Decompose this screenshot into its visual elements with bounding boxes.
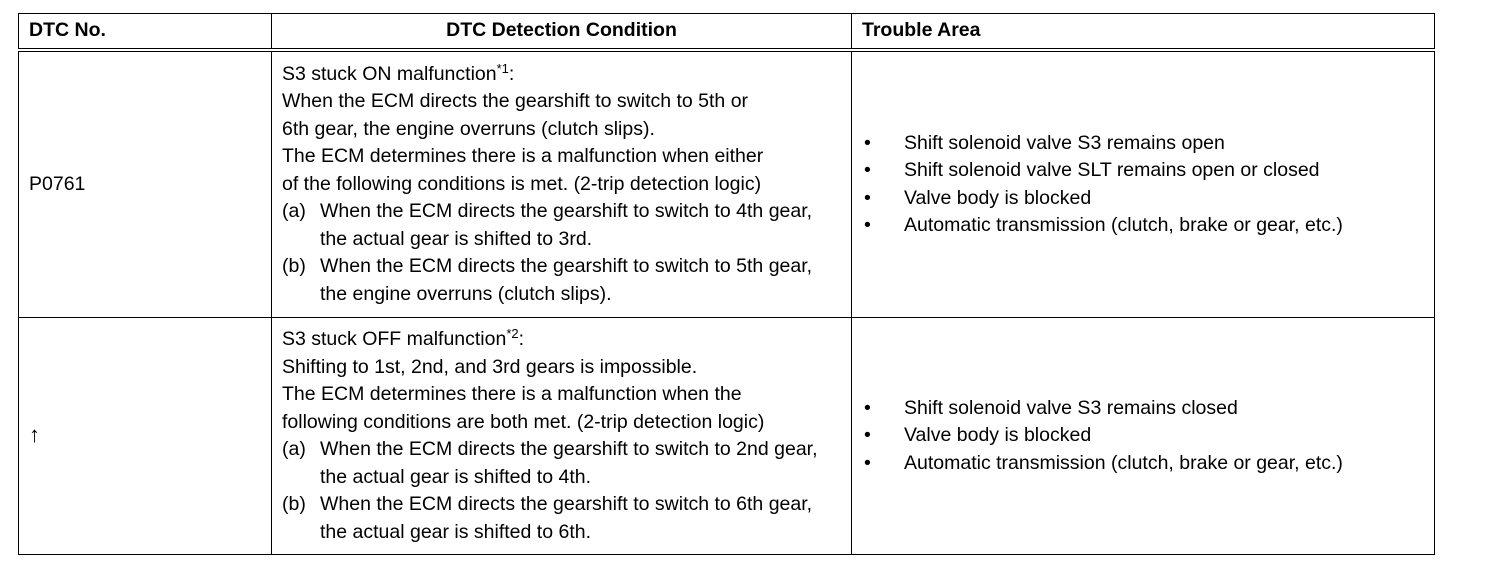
subitem-label: (a) [282, 200, 306, 223]
header-row [19, 14, 1435, 51]
list-item: • Automatic transmission (clutch, brake or gear, etc.) [862, 450, 1424, 478]
subitem-label: (a) [282, 438, 306, 460]
condition-title: S3 stuck OFF malfunction$^{*2}$: [282, 325, 525, 350]
trouble-area-list [862, 395, 1424, 478]
condition-cell [272, 318, 852, 555]
trouble-area-cell [852, 50, 1435, 318]
list-item: • Shift solenoid valve S3 remains open [862, 130, 1424, 158]
table-row [19, 318, 1435, 555]
subitem-label: (b) [282, 493, 306, 515]
subitem-text: When the ECM directs the gearshift to switch to 4th gear, the actual gear is shifted to 3rd. [320, 200, 813, 250]
bullet-icon: • [864, 396, 871, 419]
condition-line: When the ECM directs the gearshift to switch to 5th or [282, 90, 749, 113]
list-item: • Valve body is blocked [862, 185, 1424, 213]
header-detection-condition: DTC Detection Condition [272, 14, 852, 51]
condition-subitem [282, 198, 841, 253]
condition-subitem [282, 491, 841, 546]
list-item: • Shift solenoid valve S3 remains closed [862, 395, 1424, 423]
list-item: • Automatic transmission (clutch, brake or gear, etc.) [862, 212, 1424, 240]
subitem-text: When the ECM directs the gearshift to switch to 6th gear, the actual gear is shifted to 6th. [320, 493, 813, 543]
subitem-label: (b) [282, 255, 306, 278]
trouble-area-list [862, 130, 1424, 240]
up-arrow-icon: ↑ [29, 422, 40, 448]
bullet-icon: • [864, 159, 871, 181]
trouble-area-cell [852, 318, 1435, 555]
bullet-icon: • [864, 186, 871, 209]
condition-line: The ECM determines there is a malfunction when either [282, 145, 764, 168]
condition-subitem [282, 253, 841, 308]
subitem-text: When the ECM directs the gearshift to switch to 2nd gear, the actual gear is shifted to 4th. [320, 438, 818, 488]
bullet-icon: • [864, 424, 871, 447]
dtc-code-cell [19, 318, 272, 555]
dtc-table [18, 13, 1435, 555]
condition-title: S3 stuck ON malfunction$^{*1}$: [282, 60, 515, 85]
header-dtc-no: DTC No. [19, 14, 272, 51]
condition-line: of the following conditions is met. (2-trip detection logic) [282, 172, 762, 195]
condition-line: following conditions are both met. (2-trip detection logic) [282, 410, 765, 433]
bullet-icon: • [864, 214, 871, 236]
table-row [19, 50, 1435, 318]
header-trouble-area: Trouble Area [852, 14, 1435, 51]
list-item: • Shift solenoid valve SLT remains open or closed [862, 157, 1424, 185]
subitem-text: When the ECM directs the gearshift to switch to 5th gear, the engine overruns (clutch slips). [320, 255, 813, 305]
condition-cell [272, 50, 852, 318]
condition-line: The ECM determines there is a malfunction when the [282, 383, 742, 405]
dtc-code: P0761 [29, 172, 86, 195]
bullet-icon: • [864, 131, 871, 154]
condition-subitem [282, 436, 841, 491]
footnote-marker: *2 [506, 325, 519, 341]
condition-line: Shifting to 1st, 2nd, and 3rd gears is impossible. [282, 355, 698, 378]
dtc-code-cell [19, 50, 272, 318]
list-item: • Valve body is blocked [862, 422, 1424, 450]
condition-line: 6th gear, the engine overruns (clutch slips). [282, 117, 655, 140]
footnote-marker: *1 [496, 60, 509, 76]
bullet-icon: • [864, 451, 871, 474]
